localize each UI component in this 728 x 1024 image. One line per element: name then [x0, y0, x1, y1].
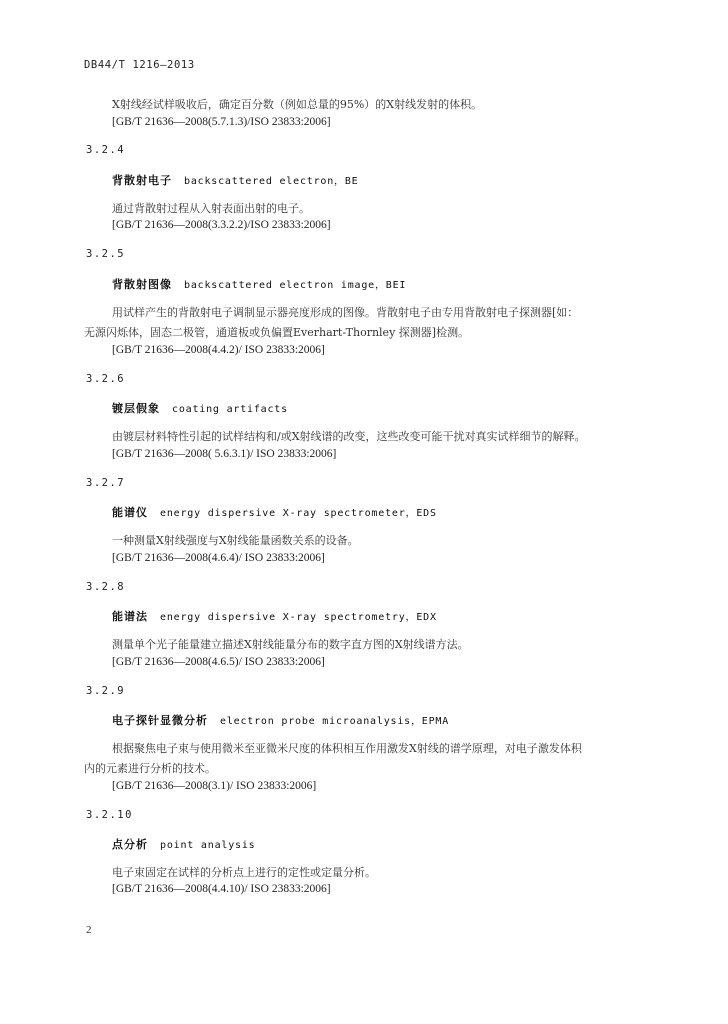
term-heading [112, 504, 437, 520]
term-definition-continued: 无源闪烁体，固态二极管，通道板或负偏置Everhart-Thornley 探测器]检测。 [84, 326, 470, 339]
term-definition: 一种测量X射线强度与X射线能量函数关系的设备。 [112, 534, 359, 547]
term-english: backscattered electron，BE [184, 176, 359, 187]
term-reference: [GB/T 21636—2008( 5.6.3.1)/ ISO 23833:2006] [112, 448, 337, 460]
clause-number: 3.2.9 [86, 685, 126, 697]
term-heading [112, 608, 437, 624]
term-heading [112, 836, 256, 852]
term-reference: [GB/T 21636—2008(4.4.2)/ ISO 23833:2006] [112, 344, 325, 356]
term-reference: [GB/T 21636—2008(4.6.4)/ ISO 23833:2006] [112, 552, 325, 564]
term-definition: 测量单个光子能量建立描述X射线能量分布的数字直方图的X射线谱方法。 [112, 638, 469, 651]
term-heading [112, 400, 288, 416]
term-heading [112, 712, 449, 728]
document-code: DB44/T 1216—2013 [84, 59, 195, 71]
term-heading [112, 172, 359, 188]
term-chinese: 镀层假象 [112, 402, 160, 415]
clause-number: 3.2.5 [86, 248, 126, 260]
term-chinese: 点分析 [112, 838, 148, 851]
term-english: point analysis [160, 840, 256, 851]
term-chinese: 背散射图像 [112, 278, 172, 291]
term-english: energy dispersive X-ray spectrometer，EDS [160, 508, 437, 519]
term-chinese: 背散射电子 [112, 174, 172, 187]
term-reference: [GB/T 21636—2008(3.1)/ ISO 23833:2006] [112, 780, 317, 792]
clause-number: 3.2.4 [86, 144, 126, 156]
term-definition-continued: 内的元素进行分析的技术。 [84, 762, 216, 775]
term-definition: 通过背散射过程从入射表面出射的电子。 [112, 202, 310, 215]
clause-number: 3.2.6 [86, 373, 126, 385]
term-definition: 由镀层材料特性引起的试样结构和/或X射线谱的改变，这些改变可能干扰对真实试样细节的解释。 [112, 430, 586, 443]
term-heading [112, 276, 406, 292]
term-definition: 电子束固定在试样的分析点上进行的定性或定量分析。 [112, 866, 376, 879]
term-chinese: 电子探针显微分析 [112, 714, 208, 727]
intro-reference: [GB/T 21636—2008(5.7.1.3)/ISO 23833:2006] [112, 116, 331, 128]
clause-number: 3.2.7 [86, 477, 126, 489]
term-english: energy dispersive X-ray spectrometry，EDX [160, 612, 437, 623]
clause-number: 3.2.10 [86, 809, 133, 821]
term-reference: [GB/T 21636—2008(3.3.2.2)/ISO 23833:2006] [112, 219, 331, 231]
term-definition: 用试样产生的背散射电子调制显示器亮度形成的图像。背散射电子由专用背散射电子探测器[如： [112, 306, 579, 319]
term-chinese: 能谱法 [112, 610, 148, 623]
term-english: backscattered electron image，BEI [184, 280, 407, 291]
term-definition: 根据聚焦电子束与使用微米至亚微米尺度的体积相互作用激发X射线的谱学原理，对电子激发体积 [112, 742, 582, 755]
term-reference: [GB/T 21636—2008(4.4.10)/ ISO 23833:2006] [112, 883, 331, 895]
page-number: 2 [86, 924, 92, 936]
term-english: coating artifacts [172, 404, 288, 415]
term-english: electron probe microanalysis，EPMA [220, 716, 450, 727]
clause-number: 3.2.8 [86, 581, 126, 593]
intro-definition: X射线经试样吸收后，确定百分数（例如总量的95%）的X射线发射的体积。 [112, 98, 483, 111]
term-chinese: 能谱仪 [112, 506, 148, 519]
term-reference: [GB/T 21636—2008(4.6.5)/ ISO 23833:2006] [112, 656, 325, 668]
